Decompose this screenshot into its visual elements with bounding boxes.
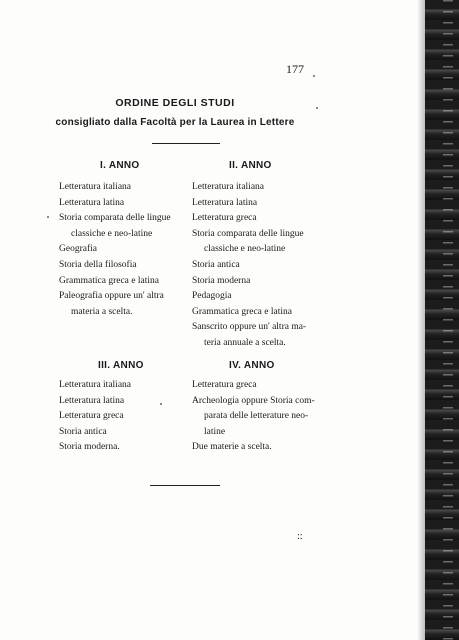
subject-item: Paleografia oppure un' altra bbox=[59, 291, 164, 302]
year-heading-3: III. ANNO bbox=[98, 360, 144, 371]
subject-item: Storia comparata delle lingue bbox=[192, 228, 304, 239]
subject-item: parata delle letterature neo- bbox=[204, 411, 309, 422]
print-speck bbox=[47, 216, 49, 218]
title-divider bbox=[152, 143, 220, 144]
subject-item: materia a scelta. bbox=[71, 306, 133, 317]
subject-item: teria annuale a scelta. bbox=[204, 337, 286, 348]
subject-item: classiche e neo-latine bbox=[204, 244, 286, 255]
year-1-subjects bbox=[59, 180, 181, 320]
subject-item: Letteratura italiana bbox=[59, 380, 131, 390]
closing-divider bbox=[150, 485, 220, 486]
subject-item: Letteratura greca bbox=[192, 380, 257, 390]
binding-shadow bbox=[417, 0, 425, 640]
subject-item: Storia della filosofia bbox=[59, 259, 137, 270]
subject-item: Letteratura greca bbox=[59, 411, 124, 422]
subject-item: Grammatica greca e latina bbox=[192, 306, 292, 317]
year-heading-4: IV. ANNO bbox=[229, 360, 275, 371]
subject-item: Letteratura latina bbox=[59, 395, 125, 406]
page-title: ORDINE DEGLI STUDI bbox=[115, 97, 235, 109]
print-speck bbox=[160, 403, 162, 405]
subject-item: Storia antica bbox=[192, 259, 240, 270]
subject-item: Archeologia oppure Storia com- bbox=[192, 395, 315, 406]
print-speck bbox=[316, 107, 318, 109]
subject-item: classiche e neo-latine bbox=[71, 228, 153, 239]
subject-item: Letteratura italiana bbox=[192, 182, 264, 192]
book-binding-edge bbox=[425, 0, 459, 640]
printer-signature-mark: :: bbox=[297, 531, 303, 542]
print-speck bbox=[313, 75, 315, 77]
subject-item: Storia moderna bbox=[192, 275, 251, 286]
subject-item: Letteratura latina bbox=[192, 197, 258, 208]
subject-item: Storia moderna. bbox=[59, 442, 120, 453]
subject-item: Storia antica bbox=[59, 426, 107, 437]
subject-item: Letteratura greca bbox=[192, 213, 257, 224]
subject-item: Geografia bbox=[59, 244, 97, 255]
subject-item: Sanscrito oppure un' altra ma- bbox=[192, 322, 307, 333]
subject-item: Storia comparata delle lingue bbox=[59, 213, 171, 224]
year-2-subjects bbox=[192, 180, 314, 352]
subject-item: latine bbox=[204, 426, 226, 437]
year-heading-1: I. ANNO bbox=[100, 160, 140, 171]
page-subtitle: consigliato dalla Facoltà per la Laurea in Lettere bbox=[55, 117, 295, 128]
binding-speckle bbox=[443, 0, 453, 640]
subject-item: Pedagogia bbox=[192, 291, 232, 302]
subject-item: Due materie a scelta. bbox=[192, 442, 272, 453]
subject-item: Letteratura italiana bbox=[59, 182, 131, 192]
page-number: 177 bbox=[286, 62, 304, 76]
year-4-subjects bbox=[192, 378, 314, 456]
year-heading-2: II. ANNO bbox=[229, 160, 272, 171]
year-3-subjects bbox=[59, 378, 181, 456]
subject-item: Letteratura latina bbox=[59, 197, 125, 208]
subject-item: Grammatica greca e latina bbox=[59, 275, 159, 286]
